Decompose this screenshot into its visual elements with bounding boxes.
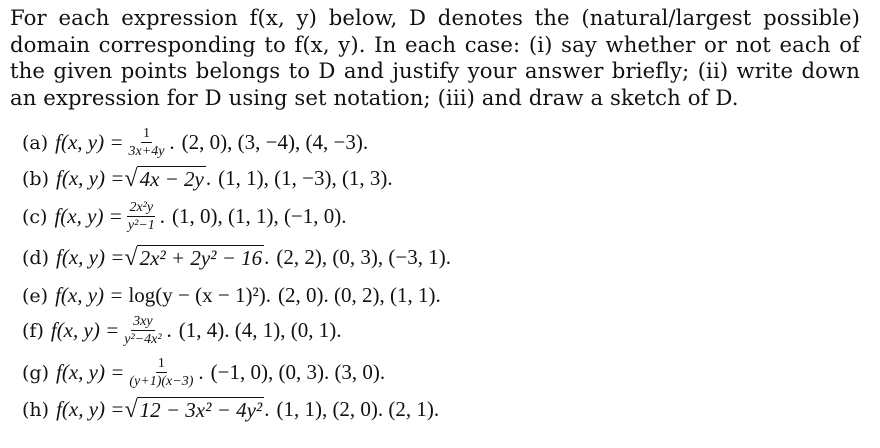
radicand: 2x² + 2y² − 16 (137, 245, 265, 270)
fraction (127, 126, 167, 159)
function-lhs: f(x, y) = (56, 360, 125, 384)
item-d (22, 245, 451, 270)
item-label: (e) (22, 284, 49, 307)
radical-sign-icon: √ (124, 397, 138, 423)
fraction-denominator: (y+1)(x−3) (129, 374, 194, 389)
period: . (264, 245, 270, 269)
item-h (22, 397, 439, 422)
expression: log(y − (x − 1)²). (128, 283, 272, 307)
fraction (126, 200, 157, 233)
fraction-numerator: 1 (157, 356, 165, 371)
square-root (124, 245, 264, 270)
item-label: (g) (22, 361, 49, 384)
radical-sign-icon: √ (124, 166, 138, 192)
period: . (166, 318, 172, 342)
function-lhs: f(x, y) = (55, 283, 124, 307)
square-root (124, 166, 205, 191)
function-lhs: f(x, y) = (55, 130, 124, 154)
item-b (22, 166, 393, 191)
fraction-denominator: y²−4x² (124, 332, 162, 347)
item-label: (h) (22, 398, 50, 421)
period: . (205, 166, 212, 190)
points-list: (1, 0), (1, 1), (−1, 0). (171, 204, 347, 228)
item-label: (d) (22, 246, 49, 269)
points-list: (2, 2), (0, 3), (−3, 1). (276, 245, 451, 269)
item-label: (a) (22, 131, 49, 154)
item-c (22, 200, 347, 233)
period: . (159, 204, 165, 228)
function-lhs: f(x, y) = (56, 166, 125, 190)
fraction (122, 314, 163, 347)
item-a (22, 126, 368, 159)
period: . (264, 397, 270, 421)
radicand: 12 − 3x² − 4y² (137, 397, 265, 422)
points-list: (−1, 0), (0, 3). (3, 0). (210, 360, 386, 384)
square-root (124, 397, 264, 422)
points-list: (1, 1), (1, −3), (1, 3). (218, 166, 393, 190)
fraction (127, 356, 195, 389)
problem-intro: For each expression f(x, y) below, D denotes the (natural/largest possible) domain corresponding to f(x, y). In each case: (i) say whether or not each of the given points belongs to D and justify your answer briefly; (ii) write down an expression for D using set notation; (iii) and draw a sketch of D. (10, 5, 860, 110)
item-label: (b) (22, 167, 49, 190)
period: . (169, 130, 175, 154)
item-f (22, 314, 342, 347)
points-list: (1, 1), (2, 0). (2, 1). (276, 397, 440, 421)
radicand: 4x − 2y (137, 166, 206, 191)
points-list: (1, 4). (4, 1), (0, 1). (178, 318, 342, 342)
fraction-denominator: y²−1 (127, 218, 155, 233)
function-lhs: f(x, y) = (54, 204, 123, 228)
period: . (198, 360, 204, 384)
radical-sign-icon: √ (124, 245, 138, 271)
function-lhs: f(x, y) = (50, 318, 120, 342)
function-lhs: f(x, y) = (56, 245, 125, 269)
item-label: (f) (22, 319, 44, 342)
function-lhs: f(x, y) = (56, 397, 125, 421)
points-list: (2, 0). (0, 2), (1, 1). (278, 283, 441, 307)
fraction-denominator: 3x+4y (128, 144, 165, 159)
fraction-numerator: 2x²y (129, 200, 154, 215)
points-list: (2, 0), (3, −4), (4, −3). (181, 130, 369, 154)
fraction-numerator: 1 (142, 126, 150, 141)
fraction-numerator: 3xy (133, 314, 153, 329)
item-e (22, 283, 441, 308)
item-label: (c) (22, 205, 48, 228)
item-g (22, 356, 385, 389)
